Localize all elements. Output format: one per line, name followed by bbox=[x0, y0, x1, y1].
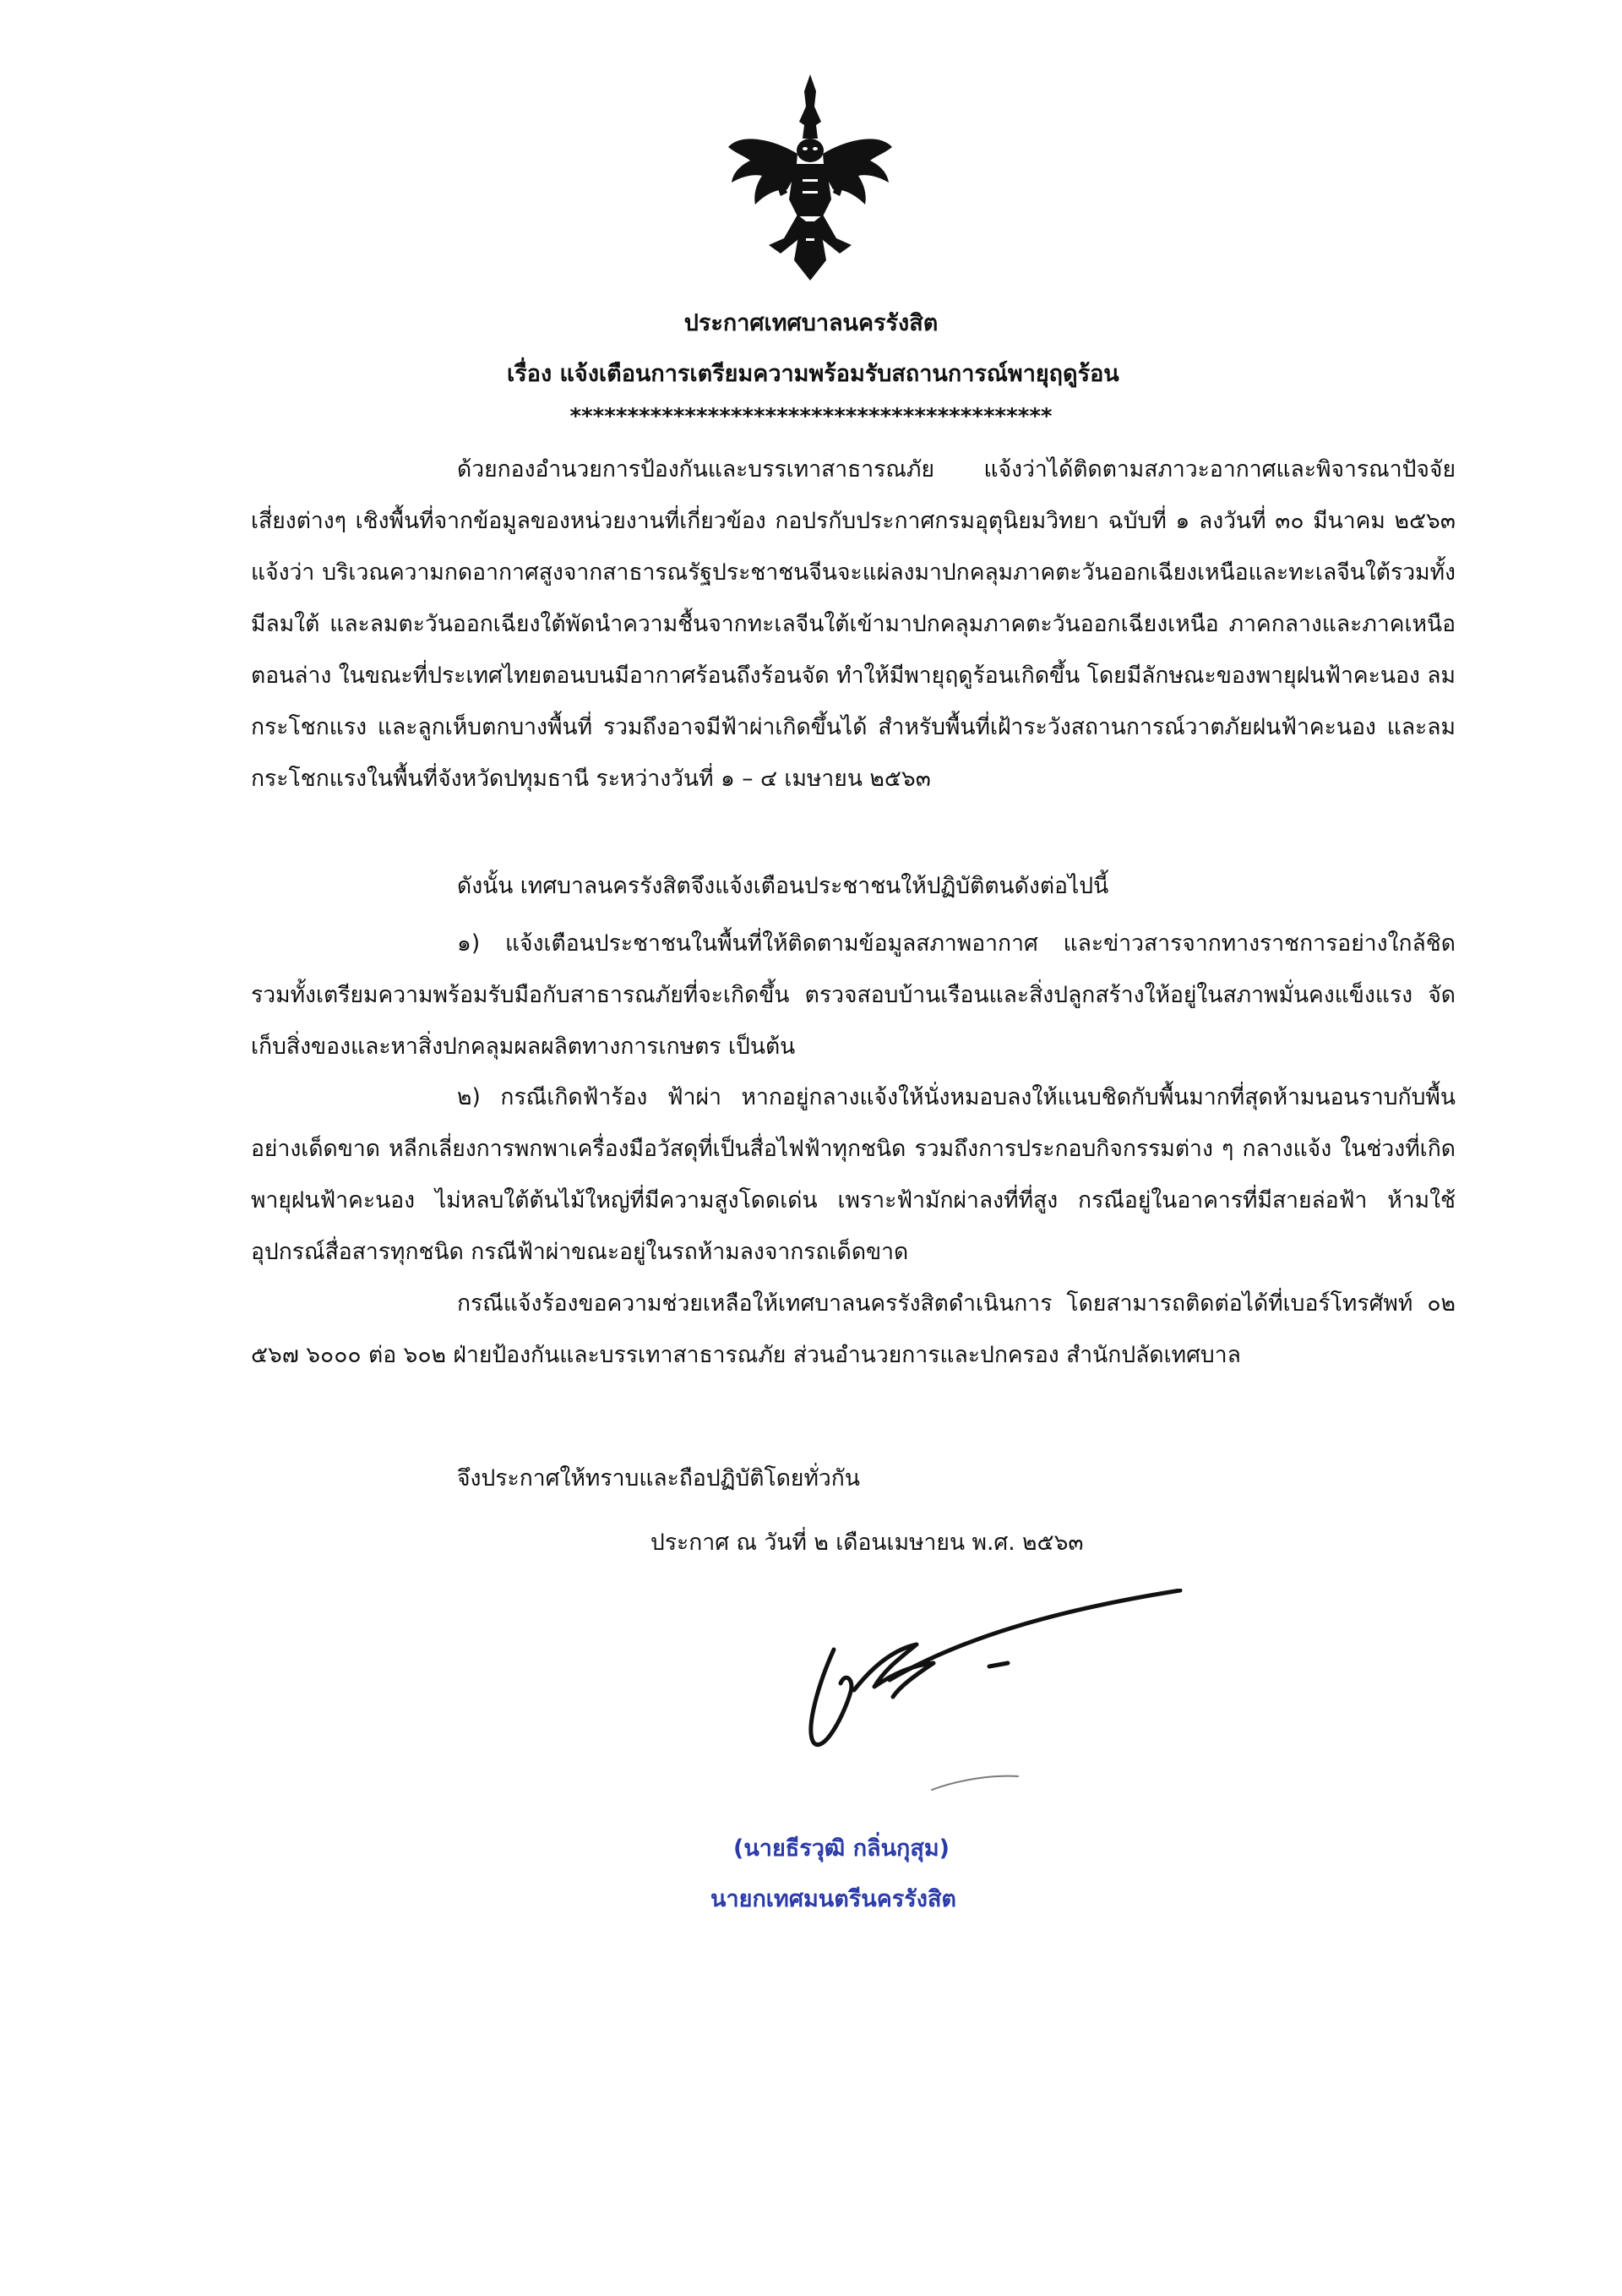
signer-name: (นายธีรวุฒิ กลิ่นกุสุม) bbox=[733, 1835, 950, 1862]
list-item-1: ๑) แจ้งเตือนประชาชนในพื้นที่ให้ติดตามข้อมูลสภาพอากาศ และข่าวสารจากทางราชการอย่างใกล้ชิด รวมทั้งเตรียมความพร้อมรับมือกับสาธารณภัยที่จะเกิดขึ้น ตรวจสอบบ้านเรือนและสิ่งปลูกสร้างให้อยู่ในสภาพมั่นคงแข็งแรง จัดเก็บสิ่งของและหาสิ่งปกคลุมผลผลิตทางการเกษตร เป็นต้น bbox=[251, 930, 1456, 1060]
page-title: ประกาศเทศบาลนครรังสิต bbox=[683, 310, 939, 336]
subject-line: เรื่อง แจ้งเตือนการเตรียมความพร้อมรับสถานการณ์พายุฤดูร้อน bbox=[507, 361, 1119, 387]
paragraph-background: ด้วยกองอำนวยการป้องกันและบรรเทาสาธารณภัย แจ้งว่าได้ติดตามสภาวะอากาศและพิจารณาปัจจัยเสี่ยงต่างๆ เชิงพื้นที่จากข้อมูลของหน่วยงานที่เกี่ยวข้อง กอปรกับประกาศกรมอุตุนิยมวิทยา ฉบับที่ ๑ ลงวันที่ ๓๐ มีนาคม ๒๕๖๓ แจ้งว่า บริเวณความกดอากาศสูงจากสาธารณรัฐประชาชนจีนจะแผ่ลงมาปกคลุมภาคตะวันออกเฉียงเหนือและทะเลจีนใต้รวมทั้งมีลมใต้ และลมตะวันออกเฉียงใต้พัดนำความชื้นจากทะเลจีนใต้เข้ามาปกคลุมภาคตะวันออกเฉียงเหนือ ภาคกลางและภาคเหนือตอนล่าง ในขณะที่ประเทศไทยตอนบนมีอากาศร้อนถึงร้อนจัด ทำให้มีพายุฤดูร้อนเกิดขึ้น โดยมีลักษณะของพายุฝนฟ้าคะนอง ลมกระโชกแรง และลูกเห็บตกบางพื้นที่ รวมถึงอาจมีฟ้าผ่าเกิดขึ้นได้ สำหรับพื้นที่เฝ้าระวังสถานการณ์วาตภัยฝนฟ้าคะนอง และลมกระโชกแรงในพื้นที่จังหวัดปทุมธานี ระหว่างวันที่ ๑ – ๔ เมษายน ๒๕๖๓ bbox=[251, 456, 1456, 792]
paragraph-contact: กรณีแจ้งร้องขอความช่วยเหลือให้เทศบาลนครรังสิตดำเนินการ โดยสามารถติดต่อได้ที่เบอร์โทรศัพท์ ๐๒ ๕๖๗ ๖๐๐๐ ต่อ ๖๐๒ ฝ่ายป้องกันและบรรเทาสาธารณภัย ส่วนอำนวยการและปกครอง สำนักปลัดเทศบาล bbox=[251, 1290, 1456, 1368]
separator: ****************************************** bbox=[569, 404, 1053, 429]
paragraph-intro: ดังนั้น เทศบาลนครรังสิตจึงแจ้งเตือนประชาชนให้ปฏิบัติตนดังต่อไปนี้ bbox=[457, 873, 1109, 899]
signature-scribble bbox=[790, 1589, 1195, 1792]
announcement-date: ประกาศ ณ วันที่ ๒ เดือนเมษายน พ.ศ. ๒๕๖๓ bbox=[650, 1530, 1084, 1556]
garuda-emblem-icon bbox=[725, 73, 895, 284]
list-item-2: ๒) กรณีเกิดฟ้าร้อง ฟ้าผ่า หากอยู่กลางแจ้งให้นั่งหมอบลงให้แนบชิดกับพื้นมากที่สุดห้ามนอนราบกับพื้นอย่างเด็ดขาด หลีกเลี่ยงการพกพาเครื่องมือวัสดุที่เป็นสื่อไฟฟ้าทุกชนิด รวมถึงการประกอบกิจกรรมต่าง ๆ กลางแจ้ง ในช่วงที่เกิดพายุฝนฟ้าคะนอง ไม่หลบใต้ต้นไม้ใหญ่ที่มีความสูงโดดเด่น เพราะฟ้ามักผ่าลงที่ที่สูง กรณีอยู่ในอาคารที่มีสายล่อฟ้า ห้ามใช้อุปกรณ์สื่อสารทุกชนิด กรณีฟ้าผ่าขณะอยู่ในรถห้ามลงจากรถเด็ดขาด bbox=[251, 1084, 1456, 1265]
closing-text: จึงประกาศให้ทราบและถือปฏิบัติโดยทั่วกัน bbox=[457, 1465, 860, 1492]
signer-title: นายกเทศมนตรีนครรังสิต bbox=[710, 1886, 956, 1912]
